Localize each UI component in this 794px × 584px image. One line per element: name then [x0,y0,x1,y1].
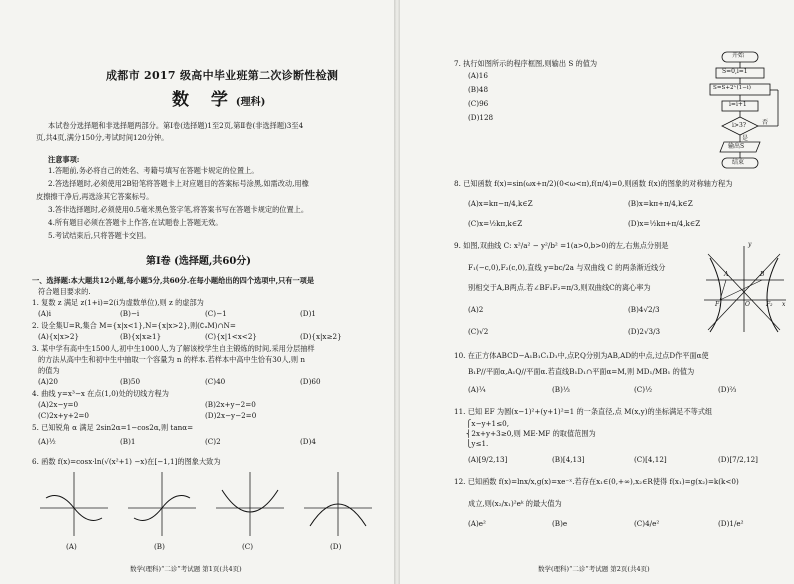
q4-option-d: (D)2x−y−2=0 [205,411,257,420]
q4-option-a: (A)2x−y=0 [38,400,79,409]
notice-2: 2.答选择题时,必须使用2B铅笔将答题卡上对应题目的答案标号涂黑,如需改动,用橡 [48,179,309,188]
q10-stem-2: B₁P//平面α,A₁Q//平面α.若直线B₁D₁∩平面α=M,则 MD₁/MB₁ 的值为 [468,367,695,376]
q6-graph-c [216,470,286,540]
q10-option-c: (C)½ [634,385,653,394]
q12-option-a: (A)e² [468,519,486,528]
left-page [0,0,392,584]
flow-init: S=0,i=1 [722,68,748,75]
q7-option-c: (C)96 [468,99,489,108]
q12-option-b: (B)e [552,519,568,528]
part-intro-1: 一、选择题:本大题共12小题,每小题5分,共60分.在每小题给出的四个选项中,只有一项是 [32,276,315,285]
q7-option-d: (D)128 [468,113,494,122]
q11-stem-3: ⎨2x+y+3≥0,则 ME·MF 的取值范围为 [466,429,596,438]
q7-stem: 7. 执行如图所示的程序框图,则输出 S 的值为 [454,59,598,68]
part-intro-2: 符合题目要求的. [38,287,91,296]
q6-graph-b [128,470,198,540]
left-footer: 数学(理科)“二诊”考试题 第1页(共4页) [130,565,242,573]
fig-label-o: O [745,301,750,308]
q8-option-c: (C)x=½kπ,k∈Z [468,219,523,228]
q6-stem: 6. 函数 f(x)=cosx·ln(√(x²+1) −x)在[−1,1]的图象大致为 [32,457,221,466]
flow-no: 否 [762,119,769,126]
q5-option-a: (A)½ [38,437,56,446]
q1-option-b: (B)−i [120,309,140,318]
flow-assign: S=S+2ⁱ·(1−i) [713,85,751,91]
q11-option-d: (D)[7/2,12] [718,455,758,464]
subject-note: (理科) [235,97,266,108]
q2-stem: 2. 设全集U=R,集合 M={x|x<1},N={x|x>2},则(∁ᵤM)∩N= [32,321,236,330]
q11-option-c: (C)[4,12] [634,455,667,464]
page-fold [394,0,400,584]
fig-label-f2: F₂ [766,301,773,308]
q9-option-b: (B)4√2/3 [628,305,660,314]
q7-option-a: (A)16 [468,71,488,80]
q3-stem-2: 的方法从高中生和初中生中抽取一个容量为 n 的样本.若样本中高中生恰有30人,则 n [38,355,306,364]
intro-line-1: 本试卷分选择题和非选择题两部分。第Ⅰ卷(选择题)1至2页,第Ⅱ卷(非选择题)3至4 [48,121,304,130]
notice-1: 1.答题前,务必将自己的姓名、考籍号填写在答题卡规定的位置上。 [48,166,259,175]
flow-start: 开始 [732,52,745,59]
section-title: 第Ⅰ卷 (选择题,共60分) [146,256,252,267]
q6-graph-a [40,470,110,540]
q11-option-a: (A)[9/2,13] [468,455,508,464]
notice-5: 5.考试结束后,只将答题卡交回。 [48,231,151,240]
exam-title: 成都市 2017 级高中毕业班第二次诊断性检测 [106,69,339,82]
q8-stem: 8. 已知函数 f(x)=sin(ωx+π/2)(0<ω<π),f(π/4)=0,则函数 f(x)的图象的对称轴方程为 [454,179,733,188]
q5-option-b: (B)1 [120,437,136,446]
q9-option-d: (D)2√3/3 [628,327,661,336]
q2-option-d: (D){x|x≥2} [300,332,342,341]
q7-flowchart [708,50,788,180]
q3-option-d: (D)60 [300,377,321,386]
fig-label-b: B [760,271,765,278]
q10-option-b: (B)⅓ [552,385,570,394]
right-footer: 数学(理科)“二诊”考试题 第2页(共4页) [538,565,650,573]
q10-option-d: (D)⅔ [718,385,737,394]
q1-option-c: (C)−1 [205,309,227,318]
q9-hyperbola-figure [702,241,788,334]
q11-stem-4: ⎩y≤1. [466,439,489,448]
q12-stem-1: 12. 已知函数 f(x)=lnx/x,g(x)=xe⁻ˣ.若存在x₁∈(0,+∞),x₂∈R使得 f(x₁)=g(x₂)=k(k<0) [454,477,739,486]
notice-3: 3.答非选择题时,必须使用0.5毫米黑色签字笔,将答案书写在答题卡规定的位置上。 [48,205,309,214]
q4-option-b: (B)2x+y−2=0 [205,400,256,409]
q1-option-d: (D)1 [300,309,316,318]
q9-option-a: (A)2 [468,305,484,314]
intro-line-2: 页,共4页,满分150分,考试时间120分钟。 [36,133,169,142]
q2-option-b: (B){x|x≥1} [120,332,162,341]
q12-option-c: (C)4/e² [634,519,660,528]
q5-option-c: (C)2 [205,437,221,446]
q3-option-a: (A)20 [38,377,58,386]
q3-stem-1: 3. 某中学有高中生1500人,初中生1000人,为了解该校学生自主锻炼的时间,采用分层抽样 [32,344,315,353]
fig-label-a: A [724,271,729,278]
q8-option-d: (D)x=½kπ+π/4,k∈Z [628,219,701,228]
q4-option-c: (C)2x+y+2=0 [38,411,90,420]
q11-stem-1: 11. 已知 EF 为圆(x−1)²+(y+1)²=1 的一条直径,点 M(x,y)的坐标满足不等式组 [454,407,713,416]
q5-option-d: (D)4 [300,437,316,446]
q6-graph-d [304,470,374,540]
q7-option-b: (B)48 [468,85,489,94]
q6-label-c: (C) [242,542,254,551]
q2-option-c: (C){x|1<x<2} [205,332,257,341]
q3-stem-3: 的值为 [38,366,60,375]
q8-option-b: (B)x=kπ+π/4,k∈Z [628,199,693,208]
q11-stem-2: ⎧x−y+1≤0, [466,419,510,428]
q6-label-d: (D) [330,542,342,551]
notice-4: 4.所有题目必须在答题卡上作答,在试题卷上答题无效。 [48,218,223,227]
q9-stem-1: 9. 如图,双曲线 C: x²/a² − y²/b² =1(a>0,b>0)的左,右焦点分别是 [454,241,669,250]
q12-option-d: (D)1/e² [718,519,744,528]
fig-label-x: x [782,301,786,308]
notice-title: 注意事项: [48,155,80,164]
flow-yes: 是 [742,135,749,142]
fig-label-f1: F₁ [715,301,722,308]
q6-label-b: (B) [154,542,165,551]
flow-end: 结束 [732,159,745,166]
q2-option-a: (A){x|x>2} [38,332,80,341]
flow-output: 输出S [728,143,745,150]
q9-option-c: (C)√2 [468,327,489,336]
q12-stem-2: 成立,则(x₂/x₁)²eᵏ 的最大值为 [468,499,562,508]
notice-2-cont: 皮擦擦干净后,再选涂其它答案标号。 [36,192,154,201]
flow-cond: i>3? [732,122,746,129]
q10-option-a: (A)¼ [468,385,486,394]
q9-stem-3: 别相交于A,B两点.若∠BF₁F₂=π/3,则双曲线C的离心率为 [468,283,651,292]
q1-stem: 1. 复数 z 满足 z(1+i)=2(i为虚数单位),则 z 的虚部为 [32,298,204,307]
q1-option-a: (A)i [38,309,52,318]
q4-stem: 4. 曲线 y=x³−x 在点(1,0)处的切线方程为 [32,389,169,398]
q6-label-a: (A) [66,542,77,551]
right-page [402,0,794,584]
fig-label-y: y [748,241,752,248]
q5-stem: 5. 已知锐角 α 满足 2sin2α=1−cos2α,则 tanα= [32,423,194,432]
q11-option-b: (B)[4,13] [552,455,585,464]
q10-stem-1: 10. 在正方体ABCD−A₁B₁C₁D₁中,点P,Q分别为AB,AD的中点,过点D作平面α使 [454,351,709,360]
q9-stem-2: F₁(−c,0),F₂(c,0),直线 y=bc/2a 与双曲线 C 的两条渐近线分 [468,263,666,272]
flow-inc: i=i+1 [729,101,747,108]
q8-option-a: (A)x=kπ−π/4,k∈Z [468,199,533,208]
q3-option-c: (C)40 [205,377,226,386]
subject-title: 数 学(理科) [172,90,266,110]
q3-option-b: (B)50 [120,377,141,386]
